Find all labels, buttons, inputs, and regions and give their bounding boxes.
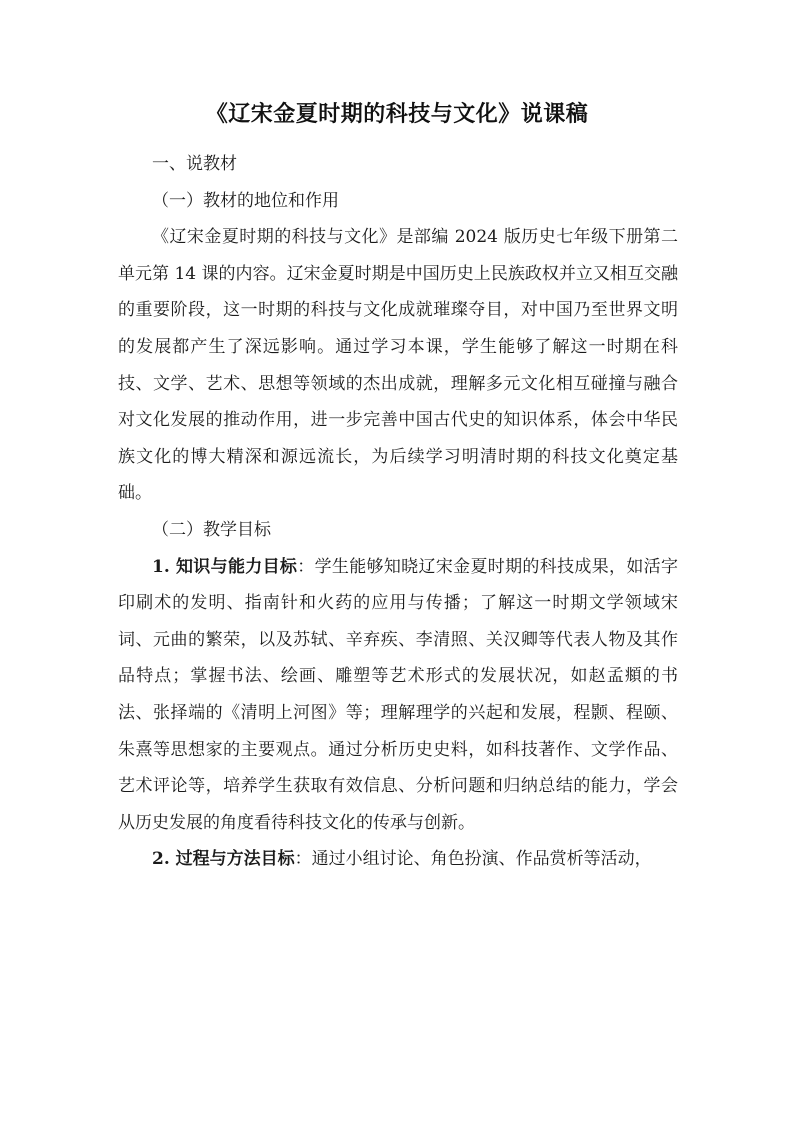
paragraph-goal-knowledge bbox=[118, 549, 678, 842]
paragraph-textbook-role: 《辽宋金夏时期的科技与文化》是部编 2024 版历史七年级下册第二单元第 14 课的内容。辽宋金夏时期是中国历史上民族政权并立又相互交融的重要阶段，这一时期的科技与文化成就璀璨夺目，对中国乃至世界文明的发展都产生了深远影响。通过学习本课，学生能够了解这一时期在科技、文学、艺术、思想等领域的杰出成就，理解多元文化相互碰撞与融合对文化发展的推动作用，进一步完善中国古代史的知识体系，体会中华民族文化的博大精深和源远流长，为后续学习明清时期的科技文化奠定基础。 bbox=[118, 227, 678, 504]
goal-process-text: ：通过小组讨论、角色扮演、作品赏析等活动， bbox=[294, 849, 652, 870]
goal-knowledge-lead: 1. 知识与能力目标 bbox=[152, 556, 298, 577]
document-title: 《辽宋金夏时期的科技与文化》说课稿 bbox=[205, 101, 589, 127]
goal-process-lead: 2. 过程与方法目标 bbox=[152, 849, 295, 870]
subsection-heading-goals: （二）教学目标 bbox=[152, 519, 271, 540]
subsection-heading-role: （一）教材的地位和作用 bbox=[152, 190, 339, 211]
document-body bbox=[118, 146, 678, 878]
section-heading-textbook: 一、说教材 bbox=[152, 154, 237, 174]
goal-knowledge-text: ：学生能够知晓辽宋金夏时期的科技成果，如活字印刷术的发明、指南针和火药的应用与传播；了解这一时期文学领域宋词、元曲的繁荣，以及苏轼、辛弃疾、李清照、关汉卿等代表人物及其作品特点；掌握书法、绘画、雕塑等艺术形式的发展状况，如赵孟頫的书法、张择端的《清明上河图》等；理解理学的兴起和发展，程颢、程颐、朱熹等思想家的主要观点。通过分析历史史料，如科技著作、文学作品、艺术评论等，培养学生获取有效信息、分析问题和归纳总结的能力，学会从历史发展的角度看待科技文化的传承与创新。 bbox=[118, 556, 679, 833]
paragraph-goal-process bbox=[118, 841, 678, 878]
